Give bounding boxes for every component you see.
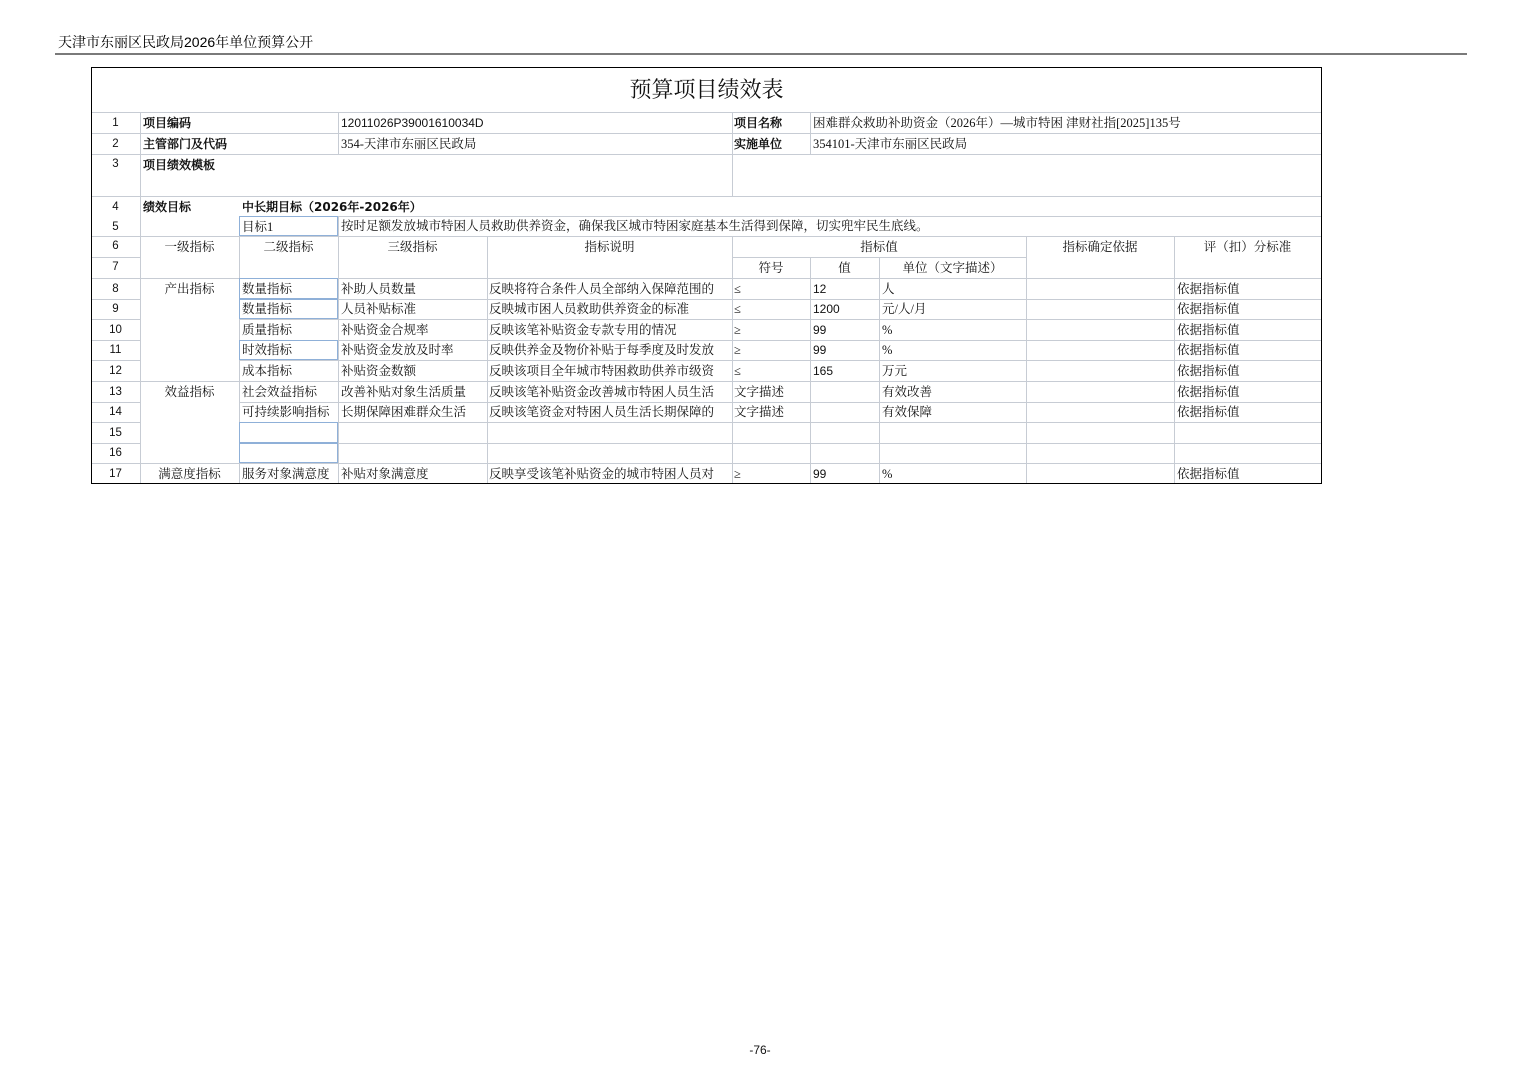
- col-header-level3: 三级指标: [387, 240, 438, 254]
- unit-cell: 元/人/月: [882, 302, 927, 316]
- row-number: 17: [109, 468, 122, 480]
- level2-cell: 服务对象满意度: [242, 467, 330, 481]
- template-label: 项目绩效模板: [143, 158, 216, 172]
- symbol-cell: ≤: [734, 302, 741, 316]
- row-number: 14: [109, 406, 122, 418]
- impl-label: 实施单位: [734, 137, 783, 151]
- group-benefit: 效益指标: [164, 385, 215, 399]
- symbol-cell: ≥: [734, 323, 741, 337]
- goal1-label: 目标1: [242, 220, 274, 234]
- scoring-cell: 依据指标值: [1177, 405, 1240, 419]
- grid-line: [338, 112, 339, 154]
- col-header-symbol: 符号: [758, 261, 784, 275]
- group-satisfaction: 满意度指标: [158, 467, 221, 481]
- scoring-cell: 依据指标值: [1177, 343, 1240, 357]
- col-header-scoring: 评（扣）分标准: [1203, 240, 1292, 254]
- scoring-cell: 依据指标值: [1177, 302, 1240, 316]
- col-header-level1: 一级指标: [164, 240, 215, 254]
- level3-cell: 补贴资金合规率: [341, 323, 429, 337]
- level2-cell: 时效指标: [242, 343, 293, 357]
- value-cell: 1200: [813, 302, 840, 316]
- dept-label: 主管部门及代码: [143, 137, 228, 151]
- row-number: 9: [112, 303, 119, 315]
- level3-cell: 补助人员数量: [341, 282, 417, 296]
- grid-line: [92, 133, 1321, 134]
- col-header-value: 值: [838, 261, 851, 275]
- unit-cell: %: [882, 323, 893, 337]
- grid-line: [879, 257, 880, 483]
- unit-cell: 有效保障: [882, 405, 933, 419]
- row-number: 7: [112, 261, 119, 273]
- group-output: 产出指标: [164, 282, 215, 296]
- level2-cell: 数量指标: [242, 302, 293, 316]
- row-number: 10: [109, 324, 122, 336]
- unit-cell: 有效改善: [882, 385, 933, 399]
- grid-line: [810, 257, 811, 483]
- goal-label: 绩效目标: [143, 200, 192, 214]
- dept-value: 354-天津市东丽区民政局: [341, 137, 477, 151]
- grid-line: [92, 154, 1321, 155]
- value-cell: 165: [813, 364, 834, 378]
- project-code: 12011026P39001610034D: [341, 116, 484, 130]
- col-header-desc: 指标说明: [584, 240, 635, 254]
- col-header-level2: 二级指标: [263, 240, 314, 254]
- scoring-cell: 依据指标值: [1177, 364, 1240, 378]
- cell-highlight: [239, 443, 338, 463]
- symbol-cell: ≤: [734, 282, 741, 296]
- grid-line: [239, 443, 1321, 444]
- col-header-basis: 指标确定依据: [1062, 240, 1138, 254]
- symbol-cell: 文字描述: [734, 405, 785, 419]
- page-number: -76-: [749, 1043, 771, 1057]
- grid-line: [487, 236, 488, 483]
- grid-line: [1026, 236, 1027, 483]
- row-number: 6: [112, 240, 119, 252]
- level3-cell: 人员补贴标准: [341, 302, 417, 316]
- value-cell: 12: [813, 282, 827, 296]
- page-header-title: 天津市东丽区民政局2026年单位预算公开: [58, 34, 314, 50]
- cell-highlight: [239, 422, 338, 443]
- value-cell: 99: [813, 343, 827, 357]
- grid-line: [239, 422, 1321, 423]
- row-number: 16: [109, 447, 122, 459]
- level3-cell: 改善补贴对象生活质量: [341, 385, 467, 399]
- level3-cell: 补贴对象满意度: [341, 467, 429, 481]
- symbol-cell: ≤: [734, 364, 741, 378]
- scoring-cell: 依据指标值: [1177, 282, 1240, 296]
- unit-cell: 人: [882, 282, 895, 296]
- project-code-label: 项目编码: [143, 116, 192, 130]
- col-header-unit: 单位（文字描述）: [902, 261, 1003, 275]
- desc-cell: 反映该项目全年城市特困救助供养市级资: [489, 364, 715, 378]
- scoring-cell: 依据指标值: [1177, 467, 1240, 481]
- table-title: 预算项目绩效表: [629, 78, 784, 103]
- desc-cell: 反映享受该笔补贴资金的城市特困人员对: [489, 467, 715, 481]
- row-number: 1: [112, 117, 119, 129]
- level3-cell: 补贴资金数额: [341, 364, 417, 378]
- row-number: 4: [112, 201, 119, 213]
- row-number: 11: [109, 344, 122, 356]
- row-number: 2: [112, 138, 119, 150]
- value-cell: 99: [813, 323, 827, 337]
- unit-cell: 万元: [882, 364, 908, 378]
- project-name: 困难群众救助补助资金（2026年）—城市特困 津财社指[2025]135号: [813, 116, 1181, 130]
- project-name-label: 项目名称: [734, 116, 783, 130]
- level3-cell: 补贴资金发放及时率: [341, 343, 454, 357]
- desc-cell: 反映将符合条件人员全部纳入保障范围的: [489, 282, 715, 296]
- level2-cell: 质量指标: [242, 323, 293, 337]
- desc-cell: 反映该笔资金对特困人员生活长期保障的: [489, 405, 715, 419]
- desc-cell: 反映供养金及物价补贴于每季度及时发放: [489, 343, 715, 357]
- row-number: 5: [112, 221, 119, 233]
- unit-cell: %: [882, 467, 893, 481]
- symbol-cell: ≥: [734, 467, 741, 481]
- goal1-text: 按时足额发放城市特困人员救助供养资金，确保我区城市特困家庭基本生活得到保障，切实兜牢民生底线。: [341, 219, 929, 233]
- scoring-cell: 依据指标值: [1177, 385, 1240, 399]
- level2-cell: 成本指标: [242, 364, 293, 378]
- level2-cell: 可持续影响指标: [242, 405, 330, 419]
- row-number: 8: [112, 283, 119, 295]
- header-divider: [55, 53, 1467, 55]
- scoring-cell: 依据指标值: [1177, 323, 1240, 337]
- grid-line: [732, 112, 733, 196]
- goal-period: 中长期目标（2026年-2026年）: [242, 200, 422, 214]
- row-number: 12: [109, 365, 122, 377]
- symbol-cell: 文字描述: [734, 385, 785, 399]
- desc-cell: 反映该笔补贴资金改善城市特困人员生活: [489, 385, 715, 399]
- value-cell: 99: [813, 467, 827, 481]
- level2-cell: 社会效益指标: [242, 385, 318, 399]
- grid-line: [1174, 236, 1175, 483]
- impl-value: 354101-天津市东丽区民政局: [813, 137, 968, 151]
- level3-cell: 长期保障困难群众生活: [341, 405, 467, 419]
- symbol-cell: ≥: [734, 343, 741, 357]
- col-header-value-group: 指标值: [860, 240, 898, 254]
- row-number: 15: [109, 427, 122, 439]
- row-number: 13: [109, 386, 122, 398]
- unit-cell: %: [882, 343, 893, 357]
- row-number: 3: [112, 158, 119, 170]
- desc-cell: 反映城市困人员救助供养资金的标准: [489, 302, 690, 316]
- grid-line: [810, 112, 811, 154]
- level2-cell: 数量指标: [242, 282, 293, 296]
- desc-cell: 反映该笔补贴资金专款专用的情况: [489, 323, 677, 337]
